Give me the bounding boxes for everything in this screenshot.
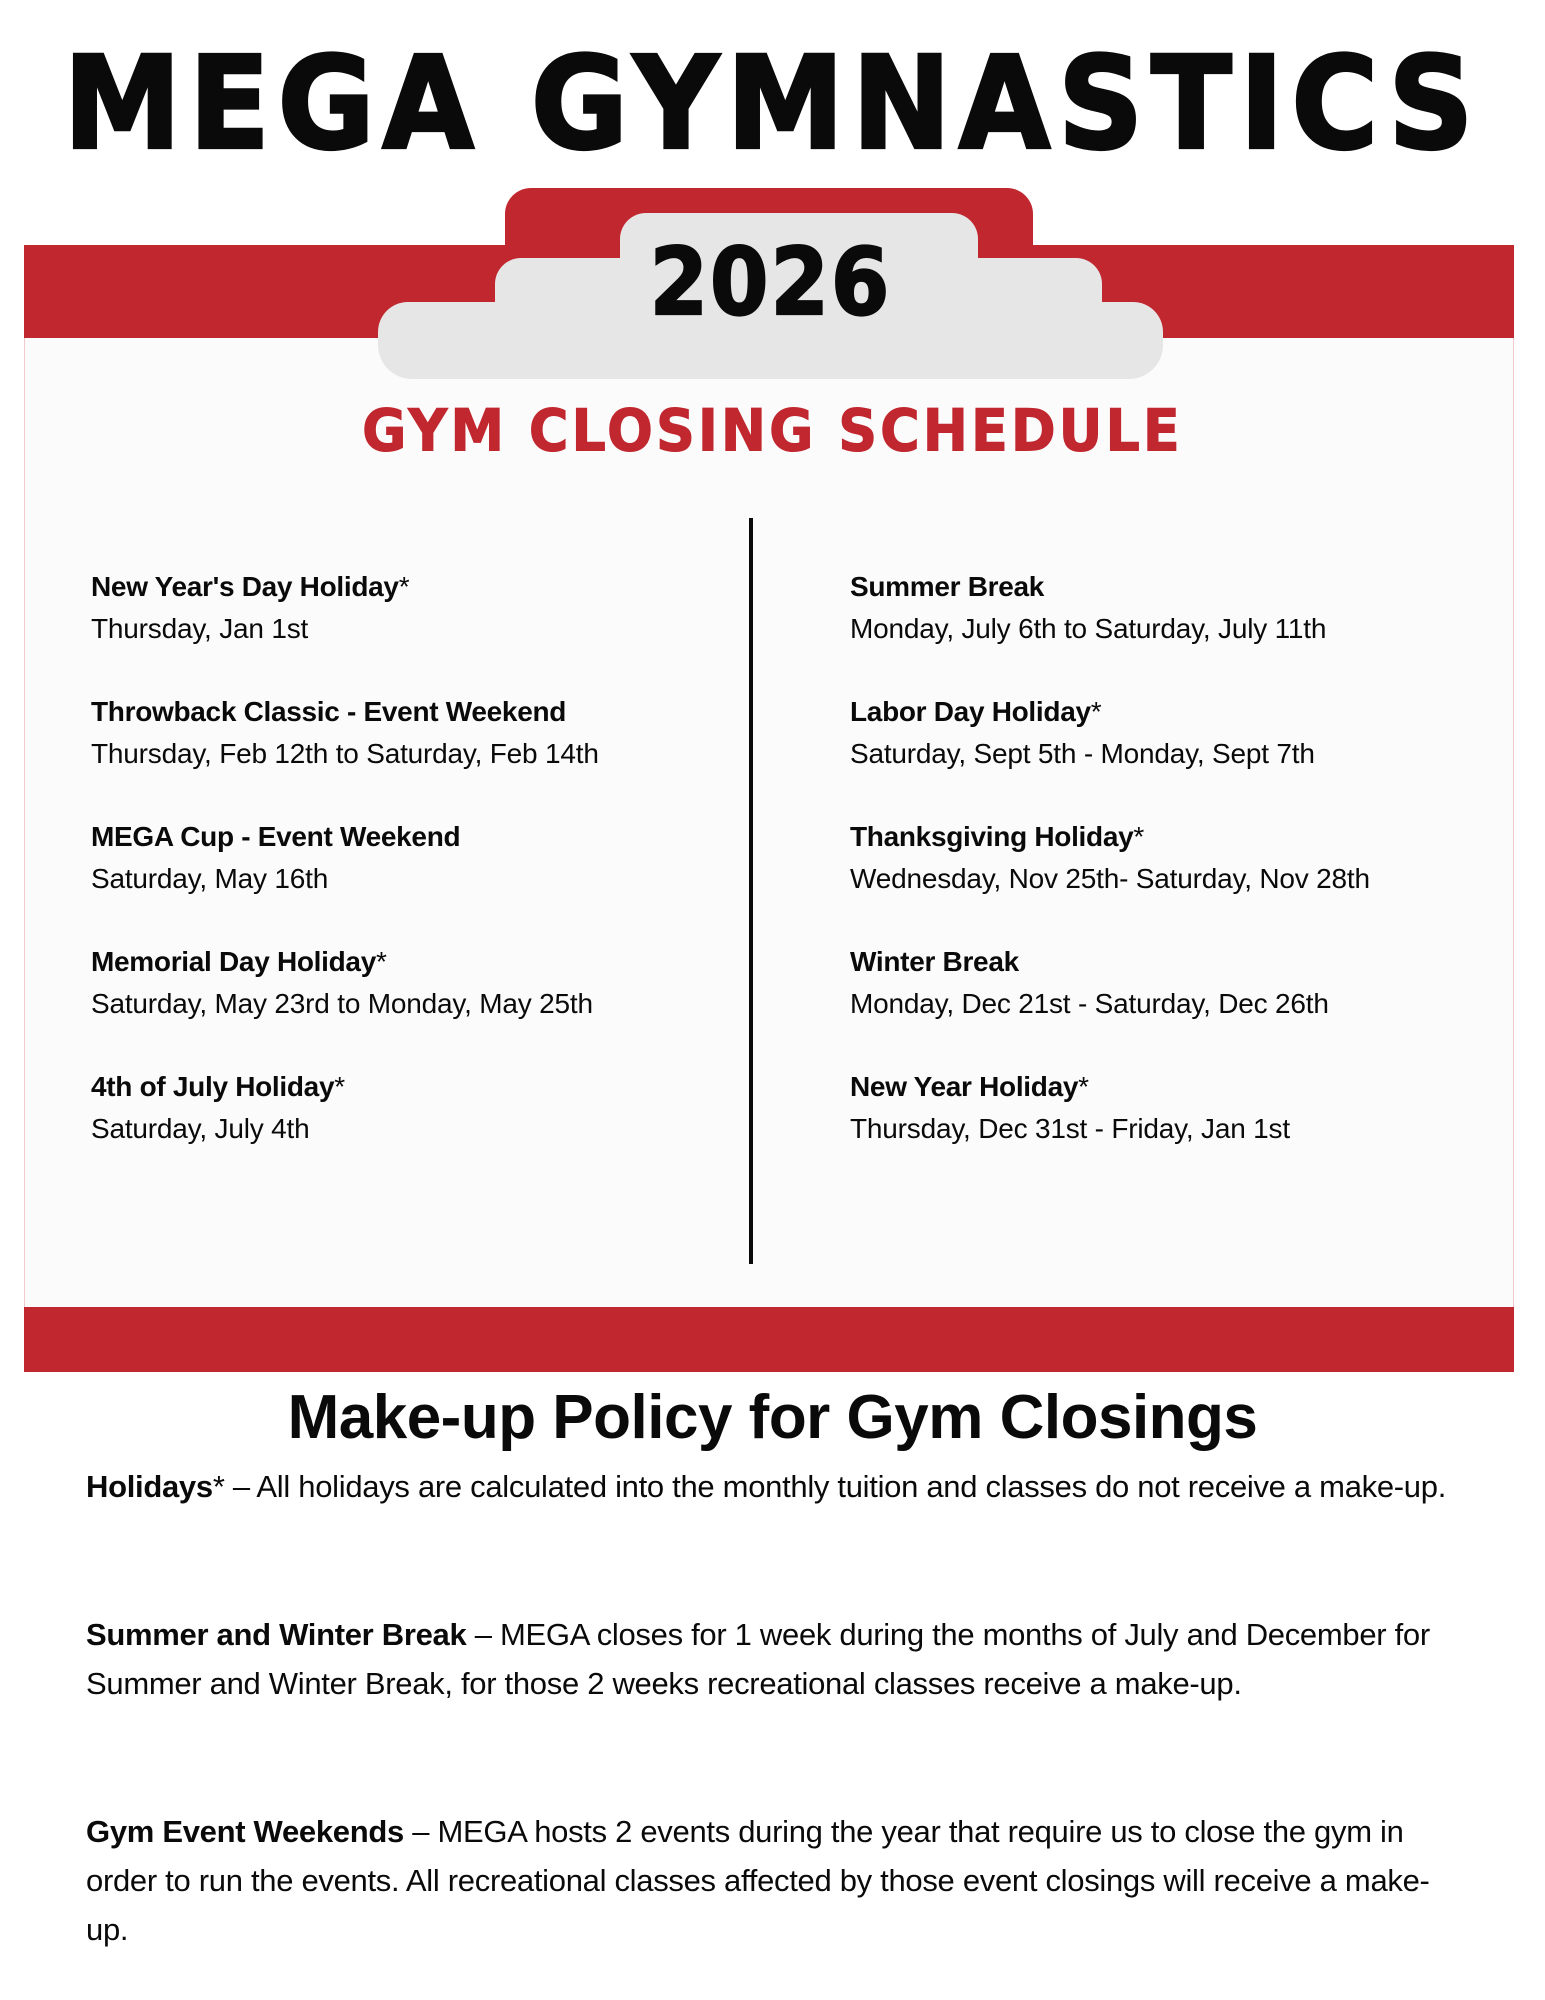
entry-title: [850, 566, 1510, 608]
policy-text: – MEGA closes for 1 week during the months of July and December for Summer and Winter Break, for those 2 weeks recreational classes receive a make-up.: [86, 1617, 1430, 1701]
entry-title: [850, 816, 1510, 858]
holiday-asterisk: *: [375, 946, 387, 977]
schedule-entry: [91, 566, 741, 691]
entry-date: Saturday, Sept 5th - Monday, Sept 7th: [850, 738, 1315, 769]
entry-title: [91, 566, 741, 608]
policy-summer-winter-break: [86, 1610, 1466, 1708]
entry-date: Monday, July 6th to Saturday, July 11th: [850, 613, 1327, 644]
entry-date: Thursday, Jan 1st: [91, 613, 309, 644]
policy-holidays: [86, 1462, 1466, 1511]
policy-label: Summer and Winter Break: [86, 1617, 467, 1652]
entry-title: [850, 1066, 1510, 1108]
page-title: MEGA GYMNASTICS: [63, 28, 1482, 178]
entry-title: [850, 941, 1510, 983]
entry-date: Wednesday, Nov 25th- Saturday, Nov 28th: [850, 863, 1370, 894]
entry-title-text: Winter Break: [850, 946, 1019, 977]
entry-title-text: MEGA Cup - Event Weekend: [91, 821, 461, 852]
entry-title: [91, 1066, 741, 1108]
schedule-entry: [91, 1066, 741, 1191]
entry-title: [91, 816, 741, 858]
entry-title-text: 4th of July Holiday: [91, 1071, 335, 1102]
holiday-asterisk: *: [1090, 696, 1102, 727]
policy-text: – MEGA hosts 2 events during the year that require us to close the gym in order to run the events. All recreational classes affected by those event closings will receive a make-up.: [86, 1814, 1430, 1947]
holiday-asterisk: *: [398, 571, 410, 602]
entry-title-text: Throwback Classic - Event Weekend: [91, 696, 567, 727]
schedule-entry: [850, 691, 1510, 816]
schedule-entry: [850, 941, 1510, 1066]
entry-title-text: Labor Day Holiday: [850, 696, 1091, 727]
policy-text: – All holidays are calculated into the monthly tuition and classes do not receive a make-up.: [224, 1469, 1447, 1504]
card-bottom-band: [24, 1307, 1514, 1372]
entry-date: Thursday, Feb 12th to Saturday, Feb 14th: [91, 738, 599, 769]
schedule-subtitle: GYM CLOSING SCHEDULE: [362, 396, 1183, 465]
year-label: 2026: [649, 228, 892, 336]
holiday-asterisk: *: [1133, 821, 1144, 852]
entry-title-text: New Year's Day Holiday: [91, 571, 399, 602]
holiday-asterisk: *: [1078, 1071, 1089, 1102]
entry-title-text: New Year Holiday: [850, 1071, 1079, 1102]
entry-title: [91, 941, 741, 983]
schedule-entry: [850, 566, 1510, 691]
entry-date: Saturday, May 23rd to Monday, May 25th: [91, 988, 593, 1019]
entry-date: Saturday, May 16th: [91, 863, 329, 894]
entry-title: [850, 691, 1510, 733]
entry-date: Saturday, July 4th: [91, 1113, 310, 1144]
schedule-column-left: [91, 566, 741, 1191]
schedule-entry: [91, 691, 741, 816]
policy-label: Gym Event Weekends: [86, 1814, 404, 1849]
entry-title-text: Thanksgiving Holiday: [850, 821, 1134, 852]
entry-date: Monday, Dec 21st - Saturday, Dec 26th: [850, 988, 1329, 1019]
entry-title: [91, 691, 741, 733]
schedule-entry: [91, 816, 741, 941]
policy-event-weekends: [86, 1807, 1466, 1954]
entry-date: Thursday, Dec 31st - Friday, Jan 1st: [850, 1113, 1290, 1144]
schedule-entry: [850, 816, 1510, 941]
entry-title-text: Summer Break: [850, 571, 1045, 602]
holiday-asterisk: *: [334, 1071, 345, 1102]
schedule-column-right: [850, 566, 1510, 1191]
policy-label: Holidays: [86, 1469, 213, 1504]
column-divider: [749, 518, 753, 1264]
schedule-entry: [91, 941, 741, 1066]
entry-title-text: Memorial Day Holiday: [91, 946, 376, 977]
policy-heading: Make-up Policy for Gym Closings: [287, 1383, 1258, 1452]
schedule-entry: [850, 1066, 1510, 1191]
policy-label-asterisk: *: [212, 1469, 225, 1504]
